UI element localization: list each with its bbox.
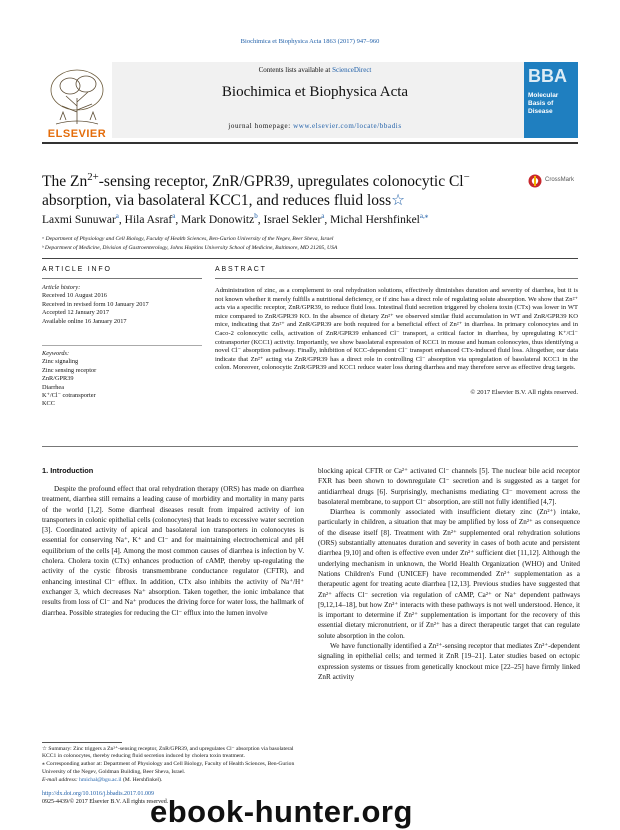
history-label: Article history: xyxy=(42,284,81,291)
author-affil-ref[interactable]: a,⁎ xyxy=(419,212,429,221)
abstract-label: ABSTRACT xyxy=(215,266,267,273)
title-part-1: The Zn xyxy=(42,173,88,190)
cover-small-text xyxy=(528,92,558,116)
keyword: Diarrhea xyxy=(42,383,65,391)
cover-small-line-1: Molecular xyxy=(528,92,559,99)
history-item: Accepted 12 January 2017 xyxy=(42,309,109,317)
keyword: KCC xyxy=(42,400,55,408)
author-affil-ref[interactable]: b xyxy=(254,212,258,221)
body-rule xyxy=(42,446,578,447)
journal-cover-image xyxy=(524,62,578,138)
doi-link[interactable]: http://dx.doi.org/10.1016/j.bbadis.2017.01.009 xyxy=(42,791,155,797)
title-star-icon[interactable]: ☆ xyxy=(391,192,406,209)
title-part-2: -sensing receptor, ZnR/GPR39, upregulates colonocytic Cl xyxy=(98,173,464,190)
cover-small-line-2: Basis of xyxy=(528,100,554,107)
affiliation-b: ᵇ Department of Medicine, Division of Gastroenterology, Johns Hopkins University School of Medicine, Baltimore, MD 21205, USA xyxy=(42,245,338,251)
crossmark-icon xyxy=(528,174,542,188)
abstract-copyright: © 2017 Elsevier B.V. All rights reserved. xyxy=(470,389,578,396)
author-affil-ref[interactable]: a xyxy=(115,212,119,221)
title-sup-1: 2+ xyxy=(87,170,99,183)
footnote-email-line xyxy=(42,777,304,784)
history-item: Received 10 August 2016 xyxy=(42,292,107,300)
article-history xyxy=(42,284,202,326)
affiliation-a: ᵃ Department of Physiology and Cell Biology, Faculty of Health Sciences, Ben-Gurion University of the Negev, Beer Sheva, Israel xyxy=(42,236,334,242)
footnotes xyxy=(42,746,304,785)
history-item: Available online 16 January 2017 xyxy=(42,317,127,325)
article-title xyxy=(42,172,512,210)
section-heading: 1. Introduction xyxy=(42,466,94,475)
issn-line: 0925-4439/© 2017 Elsevier B.V. All rights reserved. xyxy=(42,799,169,805)
cover-small-line-3: Disease xyxy=(528,108,553,115)
keyword: ZnR/GPR39 xyxy=(42,375,74,383)
section-rule xyxy=(42,258,578,259)
email-label: E-mail address: xyxy=(42,776,78,783)
title-part-3: absorption, via basolateral KCC1, and reduces fluid loss xyxy=(42,192,392,209)
body-paragraph: Despite the profound effect that oral rehydration therapy (ORS) has made on diarrhea treatment, diarrhea still remains a leading cause of morbidity and mortality in many parts of the world [1,2]. Some diarrheal diseases result from impaired activity of ion transporters in colonic epithelial cells (colonocytes) that leads to excessive water secretion [3]. Coordinated activity of apical and basolateral ion transporters in colonocytes is essential for conserving Na⁺, K⁺ and Cl⁻ and for maintaining electrochemical and pH equilibrium of the cells [4]. Among the most common causes of diarrhea is infection by V. cholera. Cholera toxin (CTx) enhances production of cAMP, thereby up-regulating the activity of the cystic fibrosis transmembrane conductance regulator (CFTR), and enhancing intestinal Cl⁻ efflux. In addition, CTx also inhibits the activity of Na⁺/H⁺ exchanger 3, which decreases Na⁺ absorption. Taken together, the ionic imbalance that results from loss of Cl⁻ and Na⁺ produces the driving force for water loss, the hallmark of diarrhea. Possible strategies for reducing the Cl⁻ efflux into the lumen involve xyxy=(42,485,304,617)
contents-line xyxy=(120,66,510,74)
crossmark-badge[interactable] xyxy=(528,172,588,192)
author-affil-ref[interactable]: a xyxy=(321,212,325,221)
body-column-left xyxy=(42,484,304,618)
email-suffix: (M. Hershfinkel). xyxy=(122,776,163,783)
body-column-right xyxy=(318,466,580,682)
journal-title: Biochimica et Biophysica Acta xyxy=(221,84,409,100)
footnote-summary: ☆ Summary: Zinc triggers a Zn²⁺-sensing receptor, ZnR/GPR39, and upregulates Cl⁻ absorption via basolateral KCC1 in colonocytes, thereby reducing fluid secretion induced by cholera toxin treatment. xyxy=(42,746,294,760)
author-name[interactable]: Laxmi Sunuwar xyxy=(42,214,116,226)
homepage-prefix: journal homepage: xyxy=(228,122,291,130)
title-sup-2: − xyxy=(463,170,470,183)
author-list: Laxmi Sunuwar$^a$, Hila Asraf$^a$, Mark Donowitz$^b$, Israel Sekler$^a$, Michal Hershfinkel$^{a,⁎}$ xyxy=(42,212,429,226)
abstract-text: Administration of zinc, as a complement to oral rehydration solutions, effectively diminishes duration and severity of diarrhea, but it is not known whether it merely fulfills a nutritional deficiency, or if zinc has a direct role of regulating solute absorption. We show that Zn²⁺ acts via a specific receptor, ZnR/GPR39, to reduce fluid loss. Intestinal fluid secretion triggered by cholera toxin (CTx) was lower in WT mice compared to ZnR/GPR39 KO. In the absence of dietary Zn²⁺ we observed similar fluid accumulation in WT and ZnR/GPR39 KO mice, indicating that Zn²⁺ and ZnR/GPR39 are both required for a beneficial effect of Zn²⁺ in diarrhea. In primary colonocytes and in Caco-2 colonocytic cells, activation of ZnR/GPR39 enhanced Cl⁻ transport, a critical factor in diarrhea, by upregulating K⁺/Cl⁻ cotransporter (KCC1) activity. Importantly, we show basolateral expression of KCC1 in mouse and human colonocytes, thus identifying a novel Cl⁻ absorption pathway. Finally, inhibition of KCC-dependent Cl⁻ transport enhanced CTx-induced fluid loss. Altogether, our data indicate that Zn²⁺ acting via ZnR/GPR39 has a direct role in controlling Cl⁻ absorption via upregulation of basolateral KCC1 in the colon. Moreover, colonocytic ZnR/GPR39 and KCC1 reduce water loss during diarrhea and may therefore serve as effective drug targets. xyxy=(215,287,578,372)
author-affil-ref[interactable]: a xyxy=(172,212,176,221)
publisher-logo-text: ELSEVIER xyxy=(47,128,107,140)
contents-prefix: Contents lists available at xyxy=(258,66,331,74)
elsevier-tree-logo xyxy=(42,62,112,138)
keyword: K⁺/Cl⁻ cotransporter xyxy=(42,392,96,400)
article-info-rule xyxy=(42,278,202,279)
author-name[interactable]: Hila Asraf xyxy=(124,214,173,226)
watermark: ebook-hunter.org xyxy=(150,794,413,829)
article-info-label: ARTICLE INFO xyxy=(42,266,112,273)
crossmark-label: CrossMark xyxy=(545,177,575,183)
journal-homepage-line xyxy=(120,122,510,130)
header-rule xyxy=(42,142,578,144)
author-name[interactable]: Israel Sekler xyxy=(263,214,322,226)
homepage-link[interactable]: www.elsevier.com/locate/bbadis xyxy=(293,122,402,130)
sciencedirect-link[interactable]: ScienceDirect xyxy=(332,66,372,74)
keywords-rule xyxy=(42,345,202,346)
history-item: Received in revised form 10 January 2017 xyxy=(42,300,149,308)
body-paragraph: We have functionally identified a Zn²⁺-sensing receptor that mediates Zn²⁺-dependent signaling in epithelial cells; and termed it ZnR [19–21]. Later studies based on ectopic expression systems or tissues from genetically knockout mice [22–25] have firmly linked ZnR activity xyxy=(318,642,580,681)
keyword: Zinc sensing receptor xyxy=(42,366,97,374)
email-link[interactable]: hmichal@bgu.ac.il xyxy=(79,776,122,783)
body-paragraph: blocking apical CFTR or Ca²⁺ activated Cl⁻ channels [5]. The nuclear bile acid receptor FXR has been shown to downregulate Cl⁻ secretion and is suggested as a target for antidiarrheal drugs [6]. Surprisingly, mechanisms mediating Cl⁻ movement across the basolateral membrane, to support Cl⁻ absorption, are still not fully identified [4,7]. xyxy=(318,467,580,506)
body-paragraph: Diarrhea is commonly associated with insufficient dietary zinc (Zn²⁺) intake, particularly in children, a situation that may be amplified by loss of Zn²⁺ as consequence of the disease itself [8]. Treatment with Zn²⁺ supplemented oral rehydration solutions (ORS) substantially attenuates duration and severity in cases of both acute and persistent diarrhea [9,10] and often is effective even under Zn²⁺ sufficient diet [11,12]. Although the underlying mechanism in unknown, the World Health Organization (WHO) and United Nations Children's Fund (UNICEF) have recommended Zn²⁺ supplementation as a therapeutic agent for treating acute diarrhea [12,13]. Previous studies have suggested that Zn²⁺ affects Cl⁻ secretion via regulation of cAMP, Ca²⁺ or Na⁺ dependent pathways [9,12,14–18], but how Zn²⁺ interacts with these pathways is not well understood. Hence, it is important to determine if Zn²⁺ supplementation is important for the recovery of this essential dietary micronutrient, or if Zn²⁺ has a direct therapeutic target that can regulate solute absorption in the colon. xyxy=(318,508,580,640)
journal-reference[interactable]: Biochimica et Biophysica Acta 1863 (2017) 947–960 xyxy=(240,38,380,45)
author-name[interactable]: Michal Hershfinkel xyxy=(330,214,420,226)
keywords-label: Keywords: xyxy=(42,350,70,357)
author-name[interactable]: Mark Donowitz xyxy=(181,214,255,226)
abstract-rule xyxy=(215,278,578,279)
footnote-rule xyxy=(42,742,122,743)
footnote-corresponding: ⁎ Corresponding author at: Department of Physiology and Cell Biology, Faculty of Health Sciences, Ben-Gurion University of the Negev, Goldman Building, Beer Sheva, Israel. xyxy=(42,761,295,775)
keyword: Zinc signaling xyxy=(42,358,79,366)
cover-big-text: BBA xyxy=(528,66,567,86)
keywords-block xyxy=(42,350,202,409)
